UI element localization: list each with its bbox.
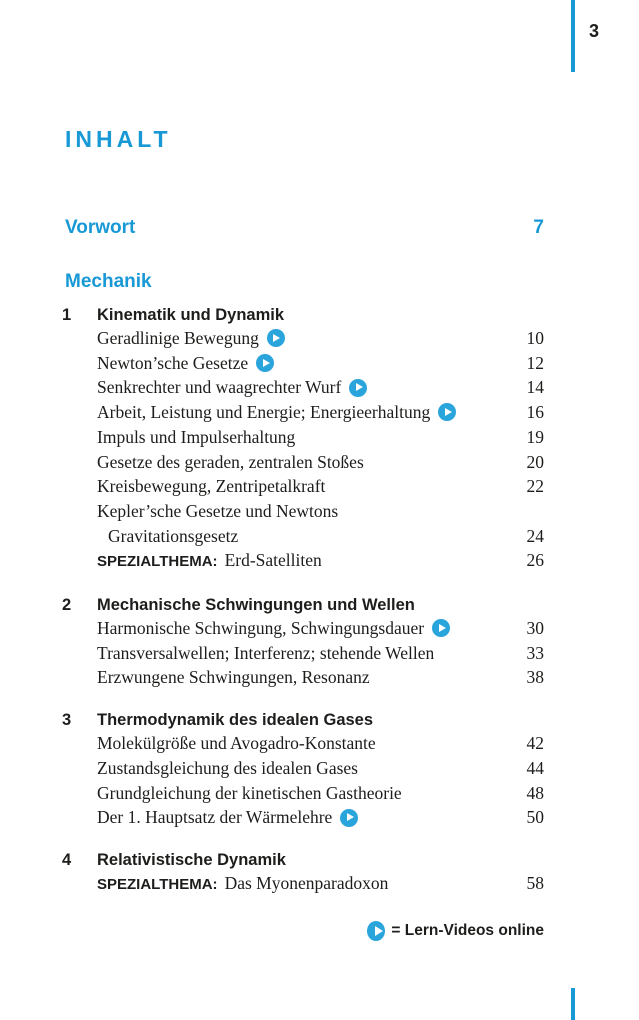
entry-page-number: 42 — [526, 733, 544, 754]
entry-text — [97, 805, 332, 830]
entry-title: Newton’sche Gesetze — [97, 352, 249, 373]
entry-title: Das Myonenparadoxon — [224, 872, 389, 893]
entry-text — [97, 425, 295, 450]
entry-page-number: 24 — [526, 525, 544, 546]
part-title: Mechanik — [65, 271, 152, 292]
preface-row — [62, 217, 544, 239]
corner-page-number: 3 — [589, 21, 600, 41]
play-icon — [267, 329, 285, 347]
toc-entry — [97, 400, 544, 425]
section-entries — [62, 731, 544, 830]
entry-page-number: 58 — [526, 872, 544, 893]
play-icon — [340, 809, 358, 827]
preface-page-number: 7 — [533, 217, 544, 238]
entry-title: Geradlinige Bewegung — [97, 328, 259, 348]
entry-prefix: SPEZIALTHEMA: — [97, 553, 218, 571]
entry-page-number: 30 — [526, 618, 544, 639]
legend-text: = Lern-Videos online — [391, 921, 544, 939]
entry-text — [97, 641, 434, 666]
entry-title: Kepler’sche Gesetze und Newtons — [97, 500, 339, 521]
entry-title: Grundgleichung der kinetischen Gastheorie — [97, 782, 402, 803]
entry-text — [97, 871, 388, 898]
entry-title: Harmonische Schwingung, Schwingungsdauer — [97, 618, 425, 639]
page-edge-mark-top — [571, 0, 575, 72]
toc-entry — [108, 524, 544, 549]
toc-sections — [62, 304, 544, 898]
entry-text — [108, 524, 238, 549]
section-header — [62, 709, 544, 731]
toc-entry — [97, 731, 544, 756]
section-title: Mechanische Schwingungen und Wellen — [97, 596, 415, 615]
entry-page-number: 20 — [526, 451, 544, 472]
toc-entry — [97, 375, 544, 400]
toc-entry — [97, 756, 544, 781]
entry-title: Erd-Satelliten — [224, 550, 322, 571]
toc-entry — [97, 351, 544, 376]
toc-entry — [97, 548, 544, 575]
toc-section — [62, 849, 544, 898]
section-number: 1 — [62, 306, 72, 324]
entry-text — [97, 781, 402, 806]
toc-entry — [97, 665, 544, 690]
section-title: Relativistische Dynamik — [97, 850, 286, 869]
entry-text — [97, 474, 325, 499]
section-number: 4 — [62, 850, 72, 869]
toc-entry — [97, 474, 544, 499]
toc-entry — [97, 616, 544, 641]
play-icon — [256, 354, 274, 372]
entry-text — [97, 731, 376, 756]
entry-text — [97, 351, 248, 376]
toc-entry — [97, 641, 544, 666]
play-icon — [367, 921, 385, 941]
entry-page-number: 26 — [526, 550, 544, 571]
entry-title: Zustandsgleichung des idealen Gases — [97, 757, 358, 778]
entry-page-number: 10 — [526, 328, 544, 348]
entry-title: Kreisbewegung, Zentripetalkraft — [97, 476, 326, 497]
entry-title: Gravitationsgesetz — [108, 525, 239, 546]
section-number: 2 — [62, 596, 72, 615]
entry-page-number: 50 — [526, 807, 544, 828]
play-icon — [349, 379, 367, 397]
preface-label: Vorwort — [65, 217, 136, 238]
entry-text — [97, 499, 338, 524]
section-title: Kinematik und Dynamik — [97, 306, 285, 324]
video-legend — [62, 921, 544, 941]
entry-page-number: 38 — [526, 667, 544, 688]
entry-page-number: 12 — [526, 352, 544, 373]
entry-title: Transversalwellen; Interferenz; stehende Wellen — [97, 642, 435, 663]
entry-text — [97, 450, 364, 475]
entry-text — [97, 665, 370, 690]
toc-section — [62, 709, 544, 830]
entry-text — [97, 756, 358, 781]
toc-entry — [97, 805, 544, 830]
toc-entry — [97, 499, 544, 524]
entry-title: Erzwungene Schwingungen, Resonanz — [97, 667, 370, 688]
entry-title: Der 1. Hauptsatz der Wärmelehre — [97, 807, 333, 828]
entry-title: Arbeit, Leistung und Energie; Energieerhaltung — [97, 402, 431, 423]
toc-section — [62, 594, 544, 690]
section-entries — [62, 326, 544, 575]
toc-entry — [97, 781, 544, 806]
entry-title: Senkrechter und waagrechter Wurf — [97, 377, 342, 398]
entry-title: Impuls und Impulserhaltung — [97, 426, 296, 447]
toc-entry — [97, 425, 544, 450]
section-header — [62, 849, 544, 871]
entry-page-number: 33 — [526, 642, 544, 663]
page-title: INHALT — [65, 126, 172, 152]
entry-page-number: 22 — [526, 476, 544, 497]
section-number: 3 — [62, 711, 72, 730]
entry-text — [97, 616, 424, 641]
toc-entry — [97, 450, 544, 475]
section-entries — [62, 616, 544, 690]
entry-text — [97, 375, 341, 400]
play-icon — [438, 403, 456, 421]
section-header — [62, 304, 544, 326]
entry-page-number: 19 — [526, 426, 544, 447]
section-entries — [62, 871, 544, 898]
toc-section — [62, 304, 544, 575]
section-header — [62, 594, 544, 616]
entry-title: Molekülgröße und Avogadro-Konstante — [97, 733, 376, 754]
play-icon — [432, 619, 450, 637]
entry-prefix: SPEZIALTHEMA: — [97, 875, 218, 893]
section-title: Thermodynamik des idealen Gases — [97, 711, 374, 730]
entry-page-number: 16 — [526, 402, 544, 423]
entry-text — [97, 400, 430, 425]
entry-page-number: 48 — [526, 782, 544, 803]
entry-text — [97, 548, 322, 575]
page-edge-mark-bottom — [571, 988, 575, 1020]
entry-text — [97, 326, 259, 351]
toc-entry — [97, 871, 544, 898]
entry-title: Gesetze des geraden, zentralen Stoßes — [97, 451, 364, 472]
entry-page-number: 14 — [526, 377, 544, 398]
toc-entry — [97, 326, 544, 351]
entry-page-number: 44 — [526, 757, 544, 778]
toc-page — [62, 0, 544, 941]
